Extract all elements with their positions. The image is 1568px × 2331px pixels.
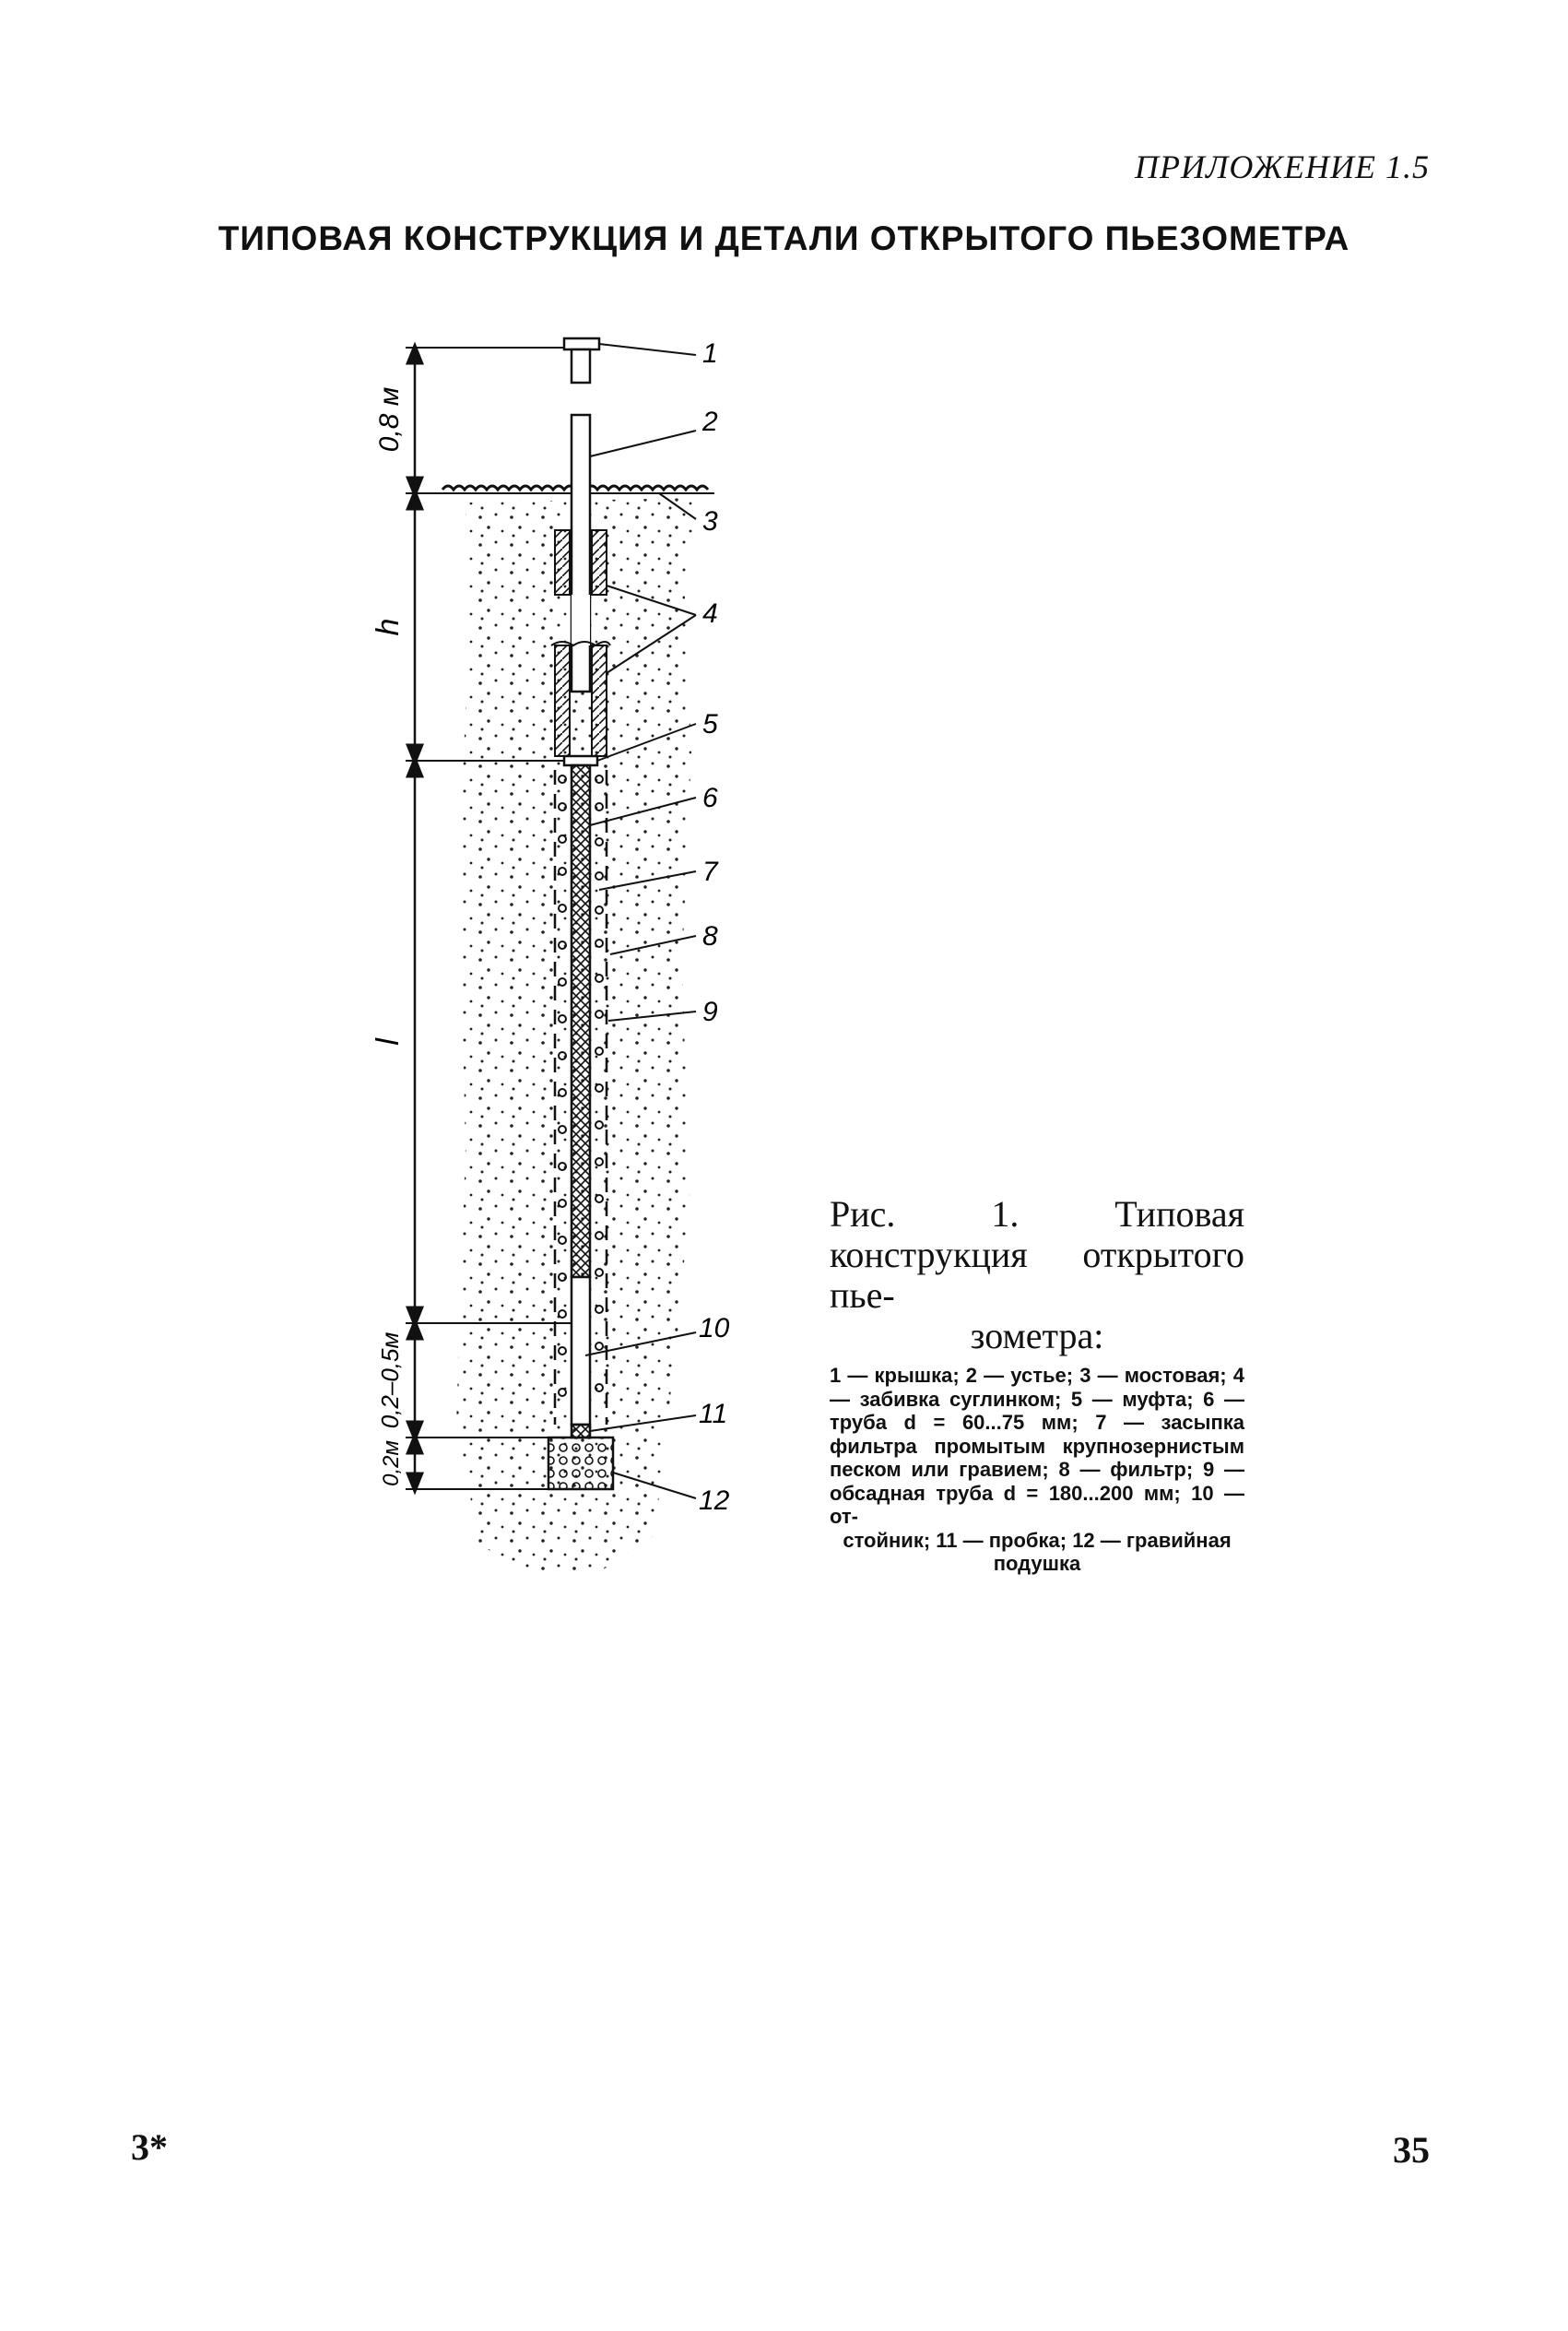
callout-9: 9 <box>702 997 718 1027</box>
caption-title <box>830 1194 1244 1356</box>
callout-6: 6 <box>702 783 718 813</box>
caption-title-end: зометра: <box>970 1315 1104 1356</box>
cap <box>564 338 599 383</box>
page-number: 35 <box>1393 2129 1430 2171</box>
filter <box>572 765 590 1277</box>
callout-12: 12 <box>699 1485 730 1516</box>
gravel-pad <box>548 1438 613 1489</box>
pipe-head <box>572 415 590 692</box>
caption-legend-end: стойник; 11 — пробка; 12 — гравийная подушка <box>843 1528 1232 1575</box>
coupling <box>564 756 597 765</box>
callout-8: 8 <box>702 921 718 952</box>
caption-title-main: Рис. 1. Типовая конструкция открытого пье- <box>830 1193 1244 1316</box>
callout-5: 5 <box>702 709 718 740</box>
dim-label-bottom: 0,2м <box>379 1440 404 1486</box>
dim-label-sump: 0,2–0,5м <box>376 1331 404 1429</box>
plug <box>572 1425 590 1438</box>
dim-label-h: h <box>371 618 406 636</box>
callout-1: 1 <box>702 338 718 369</box>
callout-4: 4 <box>702 598 718 629</box>
caption-legend <box>830 1364 1244 1576</box>
dim-label-top: 0,8 м <box>374 386 405 453</box>
callout-7: 7 <box>702 857 718 887</box>
signature-mark: 3* <box>131 2126 168 2168</box>
dim-label-l: l <box>371 1038 406 1046</box>
appendix-label: ПРИЛОЖЕНИЕ 1.5 <box>1135 148 1430 185</box>
callout-2: 2 <box>702 407 718 437</box>
callout-3: 3 <box>702 506 718 537</box>
callout-11: 11 <box>699 1399 728 1429</box>
figure-caption <box>830 1194 1244 1576</box>
callout-10: 10 <box>699 1313 730 1343</box>
caption-legend-text: 1 — крышка; 2 — устье; 3 — мостовая; 4 — забивка суглинком; 5 — муфта; 6 — труба d = 60...75 мм; 7 — засыпка фильтра промытым крупнозернистым песком или гравием; 8 — фильтр; 9 — обсадная труба d = 180...200 мм; 10 — от- <box>830 1364 1244 1528</box>
piezometer-diagram <box>350 318 756 1609</box>
page-title: ТИПОВАЯ КОНСТРУКЦИЯ И ДЕТАЛИ ОТКРЫТОГО ПЬЕЗОМЕТРА <box>218 219 1350 257</box>
sump <box>572 1277 590 1425</box>
